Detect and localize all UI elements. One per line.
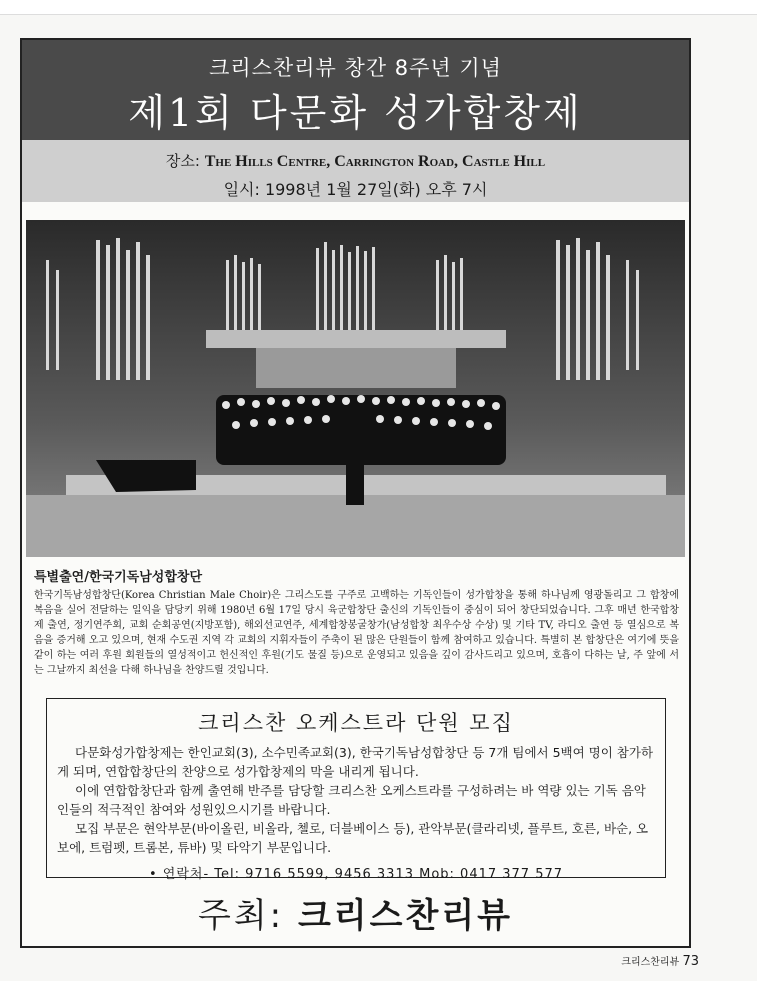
venue-place-label: 장소:	[165, 152, 205, 170]
recruit-contact: • 연락처- Tel: 9716 5599, 9456 3313 Mob: 0417 377 577	[148, 867, 564, 882]
recruit-title: 크리스찬 오케스트라 단원 모집	[198, 711, 514, 735]
sponsor-line	[22, 888, 689, 937]
sponsor-brand: 크리스찬리뷰	[297, 896, 514, 936]
page-number: 73	[682, 954, 699, 969]
recruit-paragraph: 이에 연합합창단과 함께 출연해 반주를 담당할 크리스찬 오케스트라를 구성하려는 바 역량 있는 기독 음악인들의 적극적인 참여와 성원있으시기를 바랍니다.	[57, 783, 646, 817]
event-subtitle: 크리스찬리뷰 창간 8주년 기념	[209, 56, 502, 80]
venue-place	[22, 150, 689, 171]
recruit-paragraph: 모집 부문은 현악부문(바이올린, 비올라, 첼로, 더블베이스 등), 관악부문(클라리넷, 플루트, 호른, 바순, 오보에, 트럼펫, 트롬본, 튜바) 및 타악기 부문입니다.	[57, 821, 649, 855]
choir-article	[34, 566, 679, 678]
sponsor-label: 주최:	[197, 896, 298, 936]
event-title: 제1회 다문화 성가합창제	[128, 91, 583, 135]
article-body: 한국기독남성합창단(Korea Christian Male Choir)은 그리스도를 구주로 고백하는 기독인들이 성가합창을 통해 하나님께 영광돌리고 그 합창에 복음을 실어 전달하는 일익을 담당키 위해 1980년 6월 17일 당시 육군합창단 출신의 기독인들이 중심이 되어 창단되었습니다. 그후 매년 한국합창제 출연, 정기연주회, 교회 순회공연(지방포함), 해외선교연주, 세계합창봉굴창가(남성합창 최우수상 수상) 및 기타 TV, 라디오 출연 등 열심으로 복음을 증거해 오고 있으며, 현재 수도권 지역 각 교회의 지휘자들이 주축이 된 많은 단원들이 함께 참여하고 있습니다. 특별히 본 합창단은 여기에 뜻을 같이 하는 여러 후원 회원들의 열성적이고 헌신적인 후원(기도 물질 등)으로 운영되고 있음을 깊이 감사드리고 있으며, 호흡이 다하는 날, 주 앞에 서는 그날까지 최선을 다해 하나님을 찬양드릴 것입니다.	[34, 590, 679, 676]
venue-box	[22, 140, 689, 202]
venue-place-name: The Hills Centre, Carrington Road, Castle Hill	[204, 153, 546, 170]
recruit-paragraph: 다문화성가합창제는 한인교회(3), 소수민족교회(3), 한국기독남성합창단 등 7개 팀에서 5백여 명이 참가하게 되며, 연합합창단의 찬양으로 성가합창제의 막을 내리게 됩니다.	[57, 745, 654, 779]
event-header	[22, 40, 689, 140]
event-date: 일시: 1998년 1월 27일(화) 오후 7시	[223, 180, 488, 199]
footer-magazine: 크리스찬리뷰	[621, 957, 680, 968]
scan-edge	[0, 0, 757, 15]
orchestra-recruit-box	[46, 698, 666, 882]
article-heading: 특별출연/한국기독남성합창단	[34, 570, 203, 585]
advertisement-frame	[20, 38, 691, 948]
choir-photo	[26, 220, 685, 557]
page-footer	[621, 953, 699, 969]
